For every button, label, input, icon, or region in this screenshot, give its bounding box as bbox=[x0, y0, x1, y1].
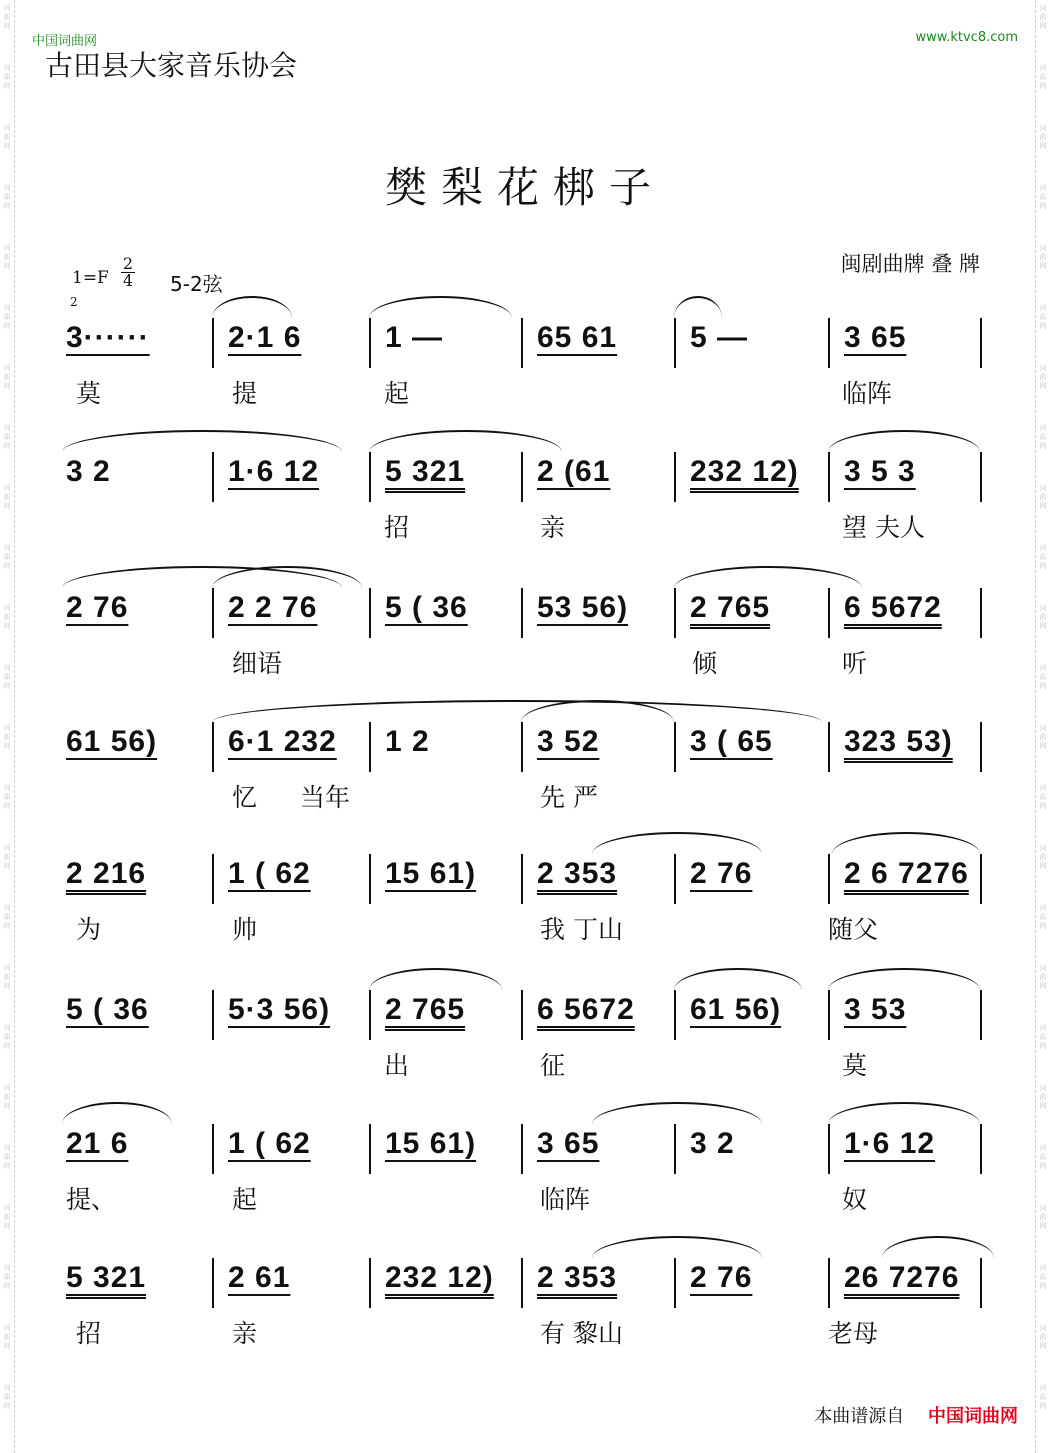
bar-line bbox=[369, 452, 371, 502]
measure: 2 61 bbox=[228, 1261, 291, 1294]
bar-line bbox=[674, 990, 676, 1040]
site-url[interactable]: www.ktvc8.com bbox=[915, 30, 1018, 45]
measure: 3 2 bbox=[66, 455, 111, 488]
bar-line bbox=[369, 588, 371, 638]
score-line bbox=[62, 1230, 986, 1360]
bar-line bbox=[521, 854, 523, 904]
measure: 2 216 bbox=[66, 857, 147, 890]
measure: 1·6 12 bbox=[844, 1127, 936, 1160]
lyric: 当年 bbox=[300, 783, 351, 812]
watermark-glyph: 词曲网 bbox=[1039, 1384, 1047, 1410]
measure: 2 2 76 bbox=[228, 591, 318, 624]
bar-line bbox=[369, 1258, 371, 1308]
measure: 1 ( 62 bbox=[228, 857, 311, 890]
bar-line bbox=[828, 588, 830, 638]
bar-line bbox=[521, 722, 523, 772]
lyric: 征 bbox=[540, 1051, 566, 1080]
watermark-glyph: 词曲网 bbox=[1039, 64, 1047, 90]
bar-line bbox=[212, 588, 214, 638]
measure: 2 76 bbox=[690, 857, 753, 890]
measure: 53 56) bbox=[537, 591, 629, 624]
measure: 2 (61 bbox=[537, 455, 611, 488]
bar-line bbox=[521, 318, 523, 368]
watermark-glyph: 词曲网 bbox=[1039, 424, 1047, 450]
slur bbox=[592, 1102, 762, 1124]
measure: 2 765 bbox=[385, 993, 466, 1026]
watermark-glyph: 词曲网 bbox=[3, 904, 11, 930]
bar-line bbox=[980, 854, 982, 904]
bar-line bbox=[212, 1124, 214, 1174]
watermark-glyph: 词曲网 bbox=[1039, 1324, 1047, 1350]
bar-line bbox=[212, 318, 214, 368]
bar-line bbox=[828, 854, 830, 904]
lyric: 忆 bbox=[232, 783, 258, 812]
bar-line bbox=[980, 318, 982, 368]
watermark-glyph: 词曲网 bbox=[3, 784, 11, 810]
watermark-glyph: 词曲网 bbox=[3, 844, 11, 870]
measure: 6·1 232 bbox=[228, 725, 337, 758]
bar-line bbox=[521, 990, 523, 1040]
watermark-glyph: 词曲网 bbox=[1039, 964, 1047, 990]
measure: 2·1 6 bbox=[228, 321, 302, 354]
bar-line bbox=[369, 990, 371, 1040]
measure: 3 65 bbox=[537, 1127, 600, 1160]
bar-line bbox=[369, 318, 371, 368]
watermark-glyph: 词曲网 bbox=[1039, 784, 1047, 810]
measure: 1 ( 62 bbox=[228, 1127, 311, 1160]
watermark-glyph: 词曲网 bbox=[3, 4, 11, 30]
score-line bbox=[62, 560, 986, 690]
watermark-glyph: 词曲网 bbox=[1039, 304, 1047, 330]
watermark-glyph: 词曲网 bbox=[1039, 724, 1047, 750]
bar-line bbox=[212, 1258, 214, 1308]
watermark-glyph: 词曲网 bbox=[3, 304, 11, 330]
measure: 65 61 bbox=[537, 321, 618, 354]
score-line bbox=[62, 290, 986, 420]
bar-line bbox=[828, 990, 830, 1040]
time-denominator: 4 bbox=[122, 271, 134, 290]
measure: 2 6 7276 bbox=[844, 857, 969, 890]
lyric: 倾 bbox=[692, 649, 718, 678]
bar-line bbox=[369, 722, 371, 772]
watermark-glyph: 词曲网 bbox=[3, 544, 11, 570]
bar-line bbox=[980, 1124, 982, 1174]
lyric: 帅 bbox=[232, 915, 258, 944]
lyric: 莫 bbox=[842, 1051, 868, 1080]
bar-line bbox=[674, 1258, 676, 1308]
measure: 5·3 56) bbox=[228, 993, 331, 1026]
measure: 3 52 bbox=[537, 725, 600, 758]
measure: 5 321 bbox=[66, 1261, 147, 1294]
measure: 6 5672 bbox=[844, 591, 942, 624]
bar-line bbox=[980, 452, 982, 502]
measure: 2 76 bbox=[66, 591, 129, 624]
watermark-glyph: 词曲网 bbox=[3, 664, 11, 690]
page-title: 樊梨花梆子 bbox=[384, 163, 665, 212]
score-line bbox=[62, 694, 986, 824]
measure: 6 5672 bbox=[537, 993, 635, 1026]
bar-line bbox=[980, 722, 982, 772]
bar-line bbox=[212, 990, 214, 1040]
measure: 5 — bbox=[690, 321, 749, 354]
measure: 1 — bbox=[385, 321, 444, 354]
score-line bbox=[62, 826, 986, 956]
watermark-glyph: 词曲网 bbox=[1039, 604, 1047, 630]
bar-line bbox=[828, 452, 830, 502]
watermark-glyph: 词曲网 bbox=[1039, 1144, 1047, 1170]
lyric: 老母 bbox=[828, 1319, 879, 1348]
measure: 61 56) bbox=[690, 993, 782, 1026]
watermark-glyph: 词曲网 bbox=[1039, 4, 1047, 30]
measure: 3 65 bbox=[844, 321, 907, 354]
bar-line bbox=[212, 722, 214, 772]
site-name[interactable]: 中国词曲网 bbox=[32, 34, 98, 49]
watermark-glyph: 词曲网 bbox=[3, 1024, 11, 1050]
watermark-glyph: 词曲网 bbox=[1039, 1204, 1047, 1230]
measure: 3 2 bbox=[690, 1127, 735, 1160]
right-watermark-strip bbox=[1035, 0, 1050, 1453]
footer bbox=[814, 1402, 1018, 1428]
watermark-glyph: 词曲网 bbox=[1039, 544, 1047, 570]
lyric: 临阵 bbox=[540, 1185, 591, 1214]
bar-line bbox=[521, 1124, 523, 1174]
watermark-glyph: 词曲网 bbox=[3, 364, 11, 390]
measure: 2 765 bbox=[690, 591, 771, 624]
measure: 3 5 3 bbox=[844, 455, 916, 488]
lyric: 听 bbox=[842, 649, 868, 678]
bar-line bbox=[212, 854, 214, 904]
bar-line bbox=[521, 452, 523, 502]
measure: 61 56) bbox=[66, 725, 158, 758]
measure: 26 7276 bbox=[844, 1261, 960, 1294]
bar-line bbox=[674, 588, 676, 638]
watermark-glyph: 词曲网 bbox=[3, 484, 11, 510]
watermark-glyph: 词曲网 bbox=[3, 1324, 11, 1350]
lyric: 随父 bbox=[828, 915, 879, 944]
left-watermark-strip bbox=[0, 0, 15, 1453]
key-signature: 1=F bbox=[72, 268, 109, 288]
watermark-glyph: 词曲网 bbox=[1039, 664, 1047, 690]
lyric: 有 黎山 bbox=[540, 1319, 623, 1348]
bar-line bbox=[828, 1124, 830, 1174]
watermark-glyph: 词曲网 bbox=[3, 724, 11, 750]
measure: 2 353 bbox=[537, 1261, 618, 1294]
bar-line bbox=[828, 318, 830, 368]
watermark-glyph: 词曲网 bbox=[1039, 1264, 1047, 1290]
watermark-glyph: 词曲网 bbox=[1039, 124, 1047, 150]
lyric: 为 bbox=[76, 915, 102, 944]
bar-line bbox=[674, 854, 676, 904]
watermark-glyph: 词曲网 bbox=[1039, 1024, 1047, 1050]
watermark-glyph: 词曲网 bbox=[3, 244, 11, 270]
footer-brand[interactable]: 中国词曲网 bbox=[928, 1406, 1018, 1427]
bar-line bbox=[674, 722, 676, 772]
score-line bbox=[62, 424, 986, 554]
watermark-glyph: 词曲网 bbox=[3, 64, 11, 90]
watermark-glyph: 词曲网 bbox=[3, 184, 11, 210]
watermark-glyph: 词曲网 bbox=[1039, 244, 1047, 270]
bar-line bbox=[828, 722, 830, 772]
lyric: 我 丁山 bbox=[540, 915, 623, 944]
watermark-glyph: 词曲网 bbox=[3, 604, 11, 630]
tuning-label: 5-2弦 bbox=[170, 272, 223, 296]
bar-line bbox=[674, 1124, 676, 1174]
watermark-glyph: 词曲网 bbox=[3, 1084, 11, 1110]
lyric: 起 bbox=[232, 1185, 258, 1214]
watermark-glyph: 词曲网 bbox=[3, 1264, 11, 1290]
watermark-glyph: 词曲网 bbox=[1039, 1084, 1047, 1110]
score-line bbox=[62, 962, 986, 1092]
lyric: 招 bbox=[76, 1319, 102, 1348]
genre-label: 闽剧曲牌 叠 牌 bbox=[840, 252, 980, 276]
measure: 3 ( 65 bbox=[690, 725, 773, 758]
bar-line bbox=[828, 1258, 830, 1308]
bar-line bbox=[369, 854, 371, 904]
watermark-glyph: 词曲网 bbox=[3, 1204, 11, 1230]
lyric: 临阵 bbox=[842, 379, 893, 408]
lyric: 细语 bbox=[232, 649, 283, 678]
bar-line bbox=[674, 318, 676, 368]
bar-line bbox=[980, 588, 982, 638]
measure: 15 61) bbox=[385, 1127, 477, 1160]
watermark-glyph: 词曲网 bbox=[3, 124, 11, 150]
measure: 1 2 bbox=[385, 725, 430, 758]
watermark-glyph: 词曲网 bbox=[1039, 844, 1047, 870]
bar-line bbox=[980, 1258, 982, 1308]
measure: 15 61) bbox=[385, 857, 477, 890]
grace-note: 2 bbox=[70, 295, 78, 309]
measure: 5 ( 36 bbox=[385, 591, 468, 624]
lyric: 亲 bbox=[540, 513, 566, 542]
measure: 323 53) bbox=[844, 725, 953, 758]
bar-line bbox=[674, 452, 676, 502]
measure: 5 ( 36 bbox=[66, 993, 149, 1026]
watermark-glyph: 词曲网 bbox=[1039, 484, 1047, 510]
score-line bbox=[62, 1096, 986, 1226]
measure: 3······ bbox=[66, 321, 150, 354]
bar-line bbox=[521, 588, 523, 638]
watermark-glyph: 词曲网 bbox=[3, 964, 11, 990]
footer-source-label: 本曲谱源自 bbox=[814, 1406, 905, 1427]
watermark-glyph: 词曲网 bbox=[1039, 184, 1047, 210]
measure: 1·6 12 bbox=[228, 455, 320, 488]
lyric: 莫 bbox=[76, 379, 102, 408]
watermark-glyph: 词曲网 bbox=[3, 424, 11, 450]
organization: 古田县大家音乐协会 bbox=[45, 49, 298, 82]
lyric: 起 bbox=[384, 379, 410, 408]
measure: 3 53 bbox=[844, 993, 907, 1026]
measure: 232 12) bbox=[690, 455, 799, 488]
lyric: 望 夫人 bbox=[842, 513, 925, 542]
bar-line bbox=[521, 1258, 523, 1308]
lyric: 招 bbox=[384, 513, 410, 542]
watermark-glyph: 词曲网 bbox=[3, 1384, 11, 1410]
watermark-glyph: 词曲网 bbox=[1039, 904, 1047, 930]
lyric: 提 bbox=[232, 379, 258, 408]
measure: 2 353 bbox=[537, 857, 618, 890]
measure: 5 321 bbox=[385, 455, 466, 488]
watermark-glyph: 词曲网 bbox=[1039, 364, 1047, 390]
watermark-glyph: 词曲网 bbox=[3, 1144, 11, 1170]
bar-line bbox=[369, 1124, 371, 1174]
bar-line bbox=[980, 990, 982, 1040]
time-signature bbox=[121, 256, 135, 289]
measure: 21 6 bbox=[66, 1127, 129, 1160]
lyric: 提、 bbox=[66, 1185, 117, 1214]
lyric: 出 bbox=[384, 1051, 410, 1080]
time-numerator: 2 bbox=[122, 254, 134, 273]
lyric: 先 严 bbox=[540, 783, 598, 812]
bar-line bbox=[212, 452, 214, 502]
lyric: 亲 bbox=[232, 1319, 258, 1348]
measure: 232 12) bbox=[385, 1261, 494, 1294]
lyric: 奴 bbox=[842, 1185, 868, 1214]
measure: 2 76 bbox=[690, 1261, 753, 1294]
